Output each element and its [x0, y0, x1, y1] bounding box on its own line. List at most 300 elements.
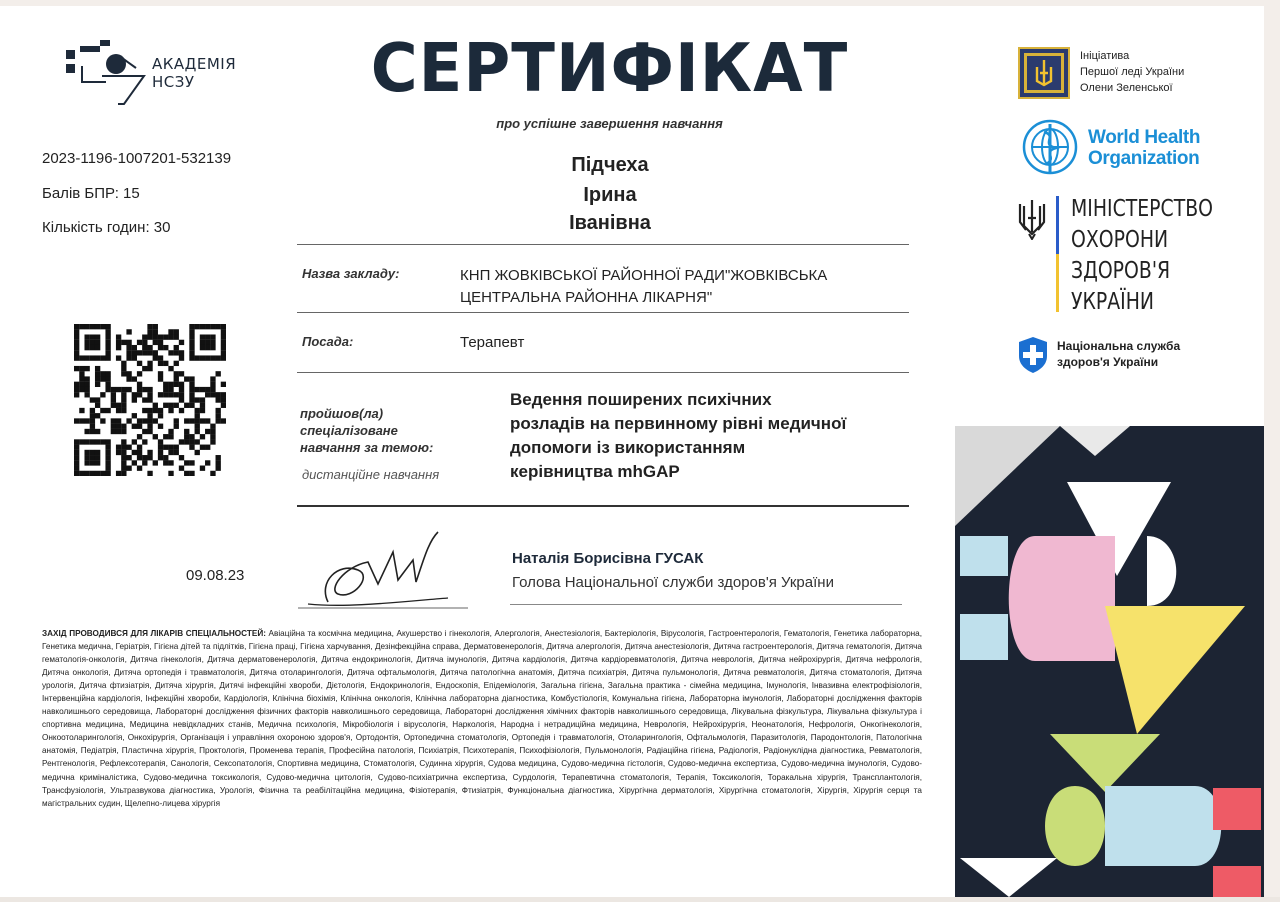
- qr-module: [79, 387, 84, 392]
- qr-module: [121, 439, 126, 444]
- qr-module: [105, 471, 110, 476]
- qr-module: [90, 397, 95, 402]
- qr-module: [79, 382, 84, 387]
- qr-module: [158, 355, 163, 360]
- qr-module: [221, 392, 226, 397]
- qr-module: [147, 361, 152, 366]
- qr-module: [74, 324, 79, 329]
- qr-module: [105, 355, 110, 360]
- qr-module: [205, 460, 210, 465]
- qr-module: [132, 392, 137, 397]
- qr-module: [163, 387, 168, 392]
- qr-module: [195, 413, 200, 418]
- qr-module: [210, 439, 215, 444]
- qr-module: [168, 445, 173, 450]
- qr-module: [205, 429, 210, 434]
- trident-icon: [1018, 198, 1046, 240]
- qr-module: [189, 340, 194, 345]
- qr-module: [174, 350, 179, 355]
- qr-module: [100, 376, 105, 381]
- certificate-subtitle: про успішне завершення навчання: [496, 116, 723, 131]
- qr-module: [147, 413, 152, 418]
- qr-module: [126, 418, 131, 423]
- qr-module: [90, 455, 95, 460]
- qr-module: [216, 418, 221, 423]
- qr-module: [195, 429, 200, 434]
- qr-module: [195, 439, 200, 444]
- page-right-edge: [1264, 0, 1280, 902]
- qr-module: [142, 408, 147, 413]
- topic-label: пройшов(ла) спеціалізоване навчання за темою:: [300, 406, 434, 455]
- qr-module: [95, 429, 100, 434]
- certificate-number: 2023-1196-1007201-532139: [42, 150, 232, 167]
- qr-module: [147, 408, 152, 413]
- qr-module: [210, 334, 215, 339]
- qr-module: [116, 424, 121, 429]
- qr-module: [126, 455, 131, 460]
- qr-module: [121, 460, 126, 465]
- qr-module: [121, 450, 126, 455]
- signer-title: Голова Національної служби здоров'я України: [512, 574, 834, 591]
- qr-module: [210, 376, 215, 381]
- qr-module: [200, 408, 205, 413]
- qr-module: [174, 418, 179, 423]
- qr-module: [221, 403, 226, 408]
- qr-module: [95, 376, 100, 381]
- qr-module: [153, 329, 158, 334]
- qr-module: [179, 350, 184, 355]
- qr-module: [158, 361, 163, 366]
- qr-module: [95, 439, 100, 444]
- qr-module: [200, 434, 205, 439]
- qr-module: [90, 418, 95, 423]
- qr-module: [111, 429, 116, 434]
- qr-module: [174, 371, 179, 376]
- qr-module: [95, 382, 100, 387]
- qr-module: [95, 455, 100, 460]
- qr-module: [153, 460, 158, 465]
- qr-module: [126, 345, 131, 350]
- qr-module: [200, 334, 205, 339]
- qr-module: [189, 460, 194, 465]
- nszu-name: Національна служба здоров'я України: [1057, 339, 1181, 369]
- qr-module: [174, 334, 179, 339]
- qr-module: [142, 350, 147, 355]
- qr-module: [142, 345, 147, 350]
- qr-module: [95, 371, 100, 376]
- qr-module: [137, 455, 142, 460]
- qr-module: [74, 366, 79, 371]
- qr-module: [189, 439, 194, 444]
- qr-module: [105, 408, 110, 413]
- qr-module: [147, 424, 152, 429]
- flag-bar-icon: [1056, 196, 1059, 312]
- qr-module: [221, 329, 226, 334]
- qr-module: [158, 340, 163, 345]
- qr-module: [90, 355, 95, 360]
- qr-module: [174, 392, 179, 397]
- qr-module: [105, 455, 110, 460]
- qr-module: [121, 466, 126, 471]
- qr-module: [142, 387, 147, 392]
- qr-module: [158, 455, 163, 460]
- decorative-panel: [955, 426, 1264, 897]
- qr-module: [95, 334, 100, 339]
- qr-module: [126, 376, 131, 381]
- decor-red-block-2: [1213, 866, 1261, 897]
- qr-module: [179, 371, 184, 376]
- qr-module: [100, 355, 105, 360]
- qr-module: [153, 408, 158, 413]
- signer-name: Наталія Борисівна ГУСАК: [512, 550, 704, 567]
- qr-module: [200, 397, 205, 402]
- qr-module: [90, 334, 95, 339]
- qr-module: [195, 408, 200, 413]
- qr-module: [74, 445, 79, 450]
- signing-date: 09.08.23: [186, 567, 245, 584]
- qr-module: [84, 340, 89, 345]
- divider: [297, 244, 909, 245]
- qr-module: [168, 329, 173, 334]
- qr-module: [142, 397, 147, 402]
- qr-module: [79, 439, 84, 444]
- qr-module: [100, 371, 105, 376]
- qr-module: [132, 424, 137, 429]
- qr-module: [79, 324, 84, 329]
- qr-module: [137, 434, 142, 439]
- qr-module: [84, 418, 89, 423]
- qr-module: [210, 382, 215, 387]
- qr-module: [200, 466, 205, 471]
- qr-module: [137, 392, 142, 397]
- qr-module: [90, 408, 95, 413]
- qr-module: [168, 460, 173, 465]
- qr-module: [84, 376, 89, 381]
- qr-module: [95, 340, 100, 345]
- specialties-list: ЗАХІД ПРОВОДИВСЯ ДЛЯ ЛІКАРІВ СПЕЦІАЛЬНОСТЕЙ: Авіаційна та космічна медицина, Акушерство і гінекологія, Алергологія, Анестезіологія, Бактеріологія, Вірусологія, Гастроентерологія, Гематологія, Генетика лабораторна, Генетика медична, Геріатрія, Гігієна дітей та підлітків, Гігієна праці, Гігієна харчування, Дезінфекційна справа, Дерматовенерологія, Дитяча алергологія, Дитяча анестезіологія, Дитяча гастроентерологія, Дитяча гематологія, Дитяча гематологія-онкологія, Дитяча гінекологія, Дитяча дерматовенерологія, Дитяча ендокринологія, Дитяча імунологія, Дитяча кардіологія, Дитяча кардіоревматологія, Дитяча неврологія, Дитяча нейрохірургія, Дитяча нефрологія, Дитяча онкологія, Дитяча ортопедія і травматологія, Дитяча отоларингологія, Дитяча офтальмологія, Дитяча патологічна анатомія, Дитяча психіатрія, Дитяча пульмонологія, Дитяча ревматологія, Дитяча стоматологія, Дитяча урологія, Дитяча фтизіатрія, Дитяча хірургія, Дитячі інфекційні хвороби, Дієтологія, Ендокринологія, Ендоскопія, Епідеміологія, Загальна гігієна, Загальна практика - сімейна медицина, Імунологія, Інвазивна електрофізіологія, Інтервенційна кардіологія, Інфекційні хвороби, Кардіологія, Клінічна біохімія, Клінічна онкологія, Клінічна лабораторна діагностика, Комбустіологія, Комунальна гігієна, Лабораторна імунологія, Лабораторні дослідження факторів навколишнього середовища, Лабораторні дослідження фізичних факторів навколишнього середовища, Лабораторні дослідження хімічних факторів навколишнього середовища, Лікувальна фізкультура, Лікувальна фізкультура і спортивна медицина, Медицина невідкладних станів, Медична психологія, Мікробіологія і вірусологія, Наркологія, Народна і нетрадиційна медицина, Неврологія, Нейрохірургія, Неонатологія, Нефрологія, Онкогінекологія, Онкоотоларингологія, Онкохірургія, Організація і управління охороною здоров'я, Ортодонтія, Ортопедична стоматологія, Ортопедія і травматологія, Отоларингологія, Офтальмологія, Паразитологія, Пародонтологія, Патологічна анатомія, Педіатрія, Пластична хірургія, Проктологія, Променева терапія, Професійна патологія, Психіатрія, Психотерапія, Психофізіологія, Пульмонологія, Радіаційна гігієна, Радіологія, Радіонуклідна діагностика, Ревматологія, Рентгенологія, Рефлексотерапія, Санологія, Сексопатологія, Спортивна медицина, Стоматологія, Судинна хірургія, Судова медицина, Судово-медична гістологія, Судово-медична експертиза, Судово-медична імунологія, Судово-медична криміналістика, Судово-медична токсикологія, Судово-медична цитологія, Судово-психіатрична експертиза, Сурдологія, Терапевтична стоматологія, Терапія, Токсикологія, Торакальна хірургія, Трансплантологія, Трансфузіологія, Ультразвукова діагностика, Урологія, Фізична та реабілітаційна медицина, Фізіотерапія, Фтизіатрія, Функціональна діагностика, Хірургічна дерматологія, Хірургічна стоматологія, Хірургія, Хірургія серця та магістральних судин, Щелепно-лицева хірургія: [42, 629, 922, 808]
- qr-module: [137, 340, 142, 345]
- qr-module: [153, 355, 158, 360]
- qr-module: [79, 355, 84, 360]
- qr-module: [84, 471, 89, 476]
- qr-module: [137, 382, 142, 387]
- study-mode: дистанційне навчання: [302, 467, 440, 482]
- qr-module: [132, 345, 137, 350]
- qr-module: [184, 418, 189, 423]
- qr-module: [205, 392, 210, 397]
- ministry-of-health-name: МІНІСТЕРСТВО ОХОРОНИ ЗДОРОВ'Я УКРАЇНИ: [1071, 196, 1214, 315]
- qr-module: [74, 340, 79, 345]
- divider: [297, 505, 909, 507]
- qr-module: [210, 429, 215, 434]
- qr-module: [163, 445, 168, 450]
- qr-module: [189, 471, 194, 476]
- qr-module: [84, 387, 89, 392]
- qr-module: [84, 460, 89, 465]
- qr-module: [74, 350, 79, 355]
- qr-module: [126, 371, 131, 376]
- first-lady-emblem-icon: [1018, 47, 1070, 99]
- qr-module: [142, 439, 147, 444]
- qr-module: [174, 424, 179, 429]
- qr-module: [111, 387, 116, 392]
- qr-module: [95, 345, 100, 350]
- qr-module: [84, 345, 89, 350]
- qr-module: [137, 466, 142, 471]
- qr-module: [116, 340, 121, 345]
- qr-module: [126, 340, 131, 345]
- qr-module: [111, 418, 116, 423]
- qr-module: [189, 397, 194, 402]
- qr-module: [163, 455, 168, 460]
- qr-module: [189, 334, 194, 339]
- qr-module: [74, 455, 79, 460]
- qr-module: [142, 460, 147, 465]
- qr-module: [121, 403, 126, 408]
- qr-module: [90, 471, 95, 476]
- qr-module: [116, 334, 121, 339]
- qr-module: [116, 408, 121, 413]
- qr-module: [95, 413, 100, 418]
- qr-module: [158, 371, 163, 376]
- qr-module: [163, 460, 168, 465]
- qr-code-icon: [74, 324, 226, 476]
- qr-module: [153, 350, 158, 355]
- qr-module: [179, 355, 184, 360]
- qr-module: [121, 392, 126, 397]
- qr-module: [168, 334, 173, 339]
- qr-module: [179, 439, 184, 444]
- qr-module: [147, 334, 152, 339]
- qr-module: [200, 403, 205, 408]
- qr-module: [105, 450, 110, 455]
- qr-module: [158, 408, 163, 413]
- qr-module: [95, 450, 100, 455]
- qr-module: [121, 387, 126, 392]
- qr-module: [74, 387, 79, 392]
- recipient-first-name: Ірина: [583, 184, 637, 206]
- qr-module: [221, 324, 226, 329]
- qr-module: [221, 355, 226, 360]
- qr-module: [74, 418, 79, 423]
- qr-module: [121, 340, 126, 345]
- qr-module: [174, 361, 179, 366]
- qr-module: [74, 334, 79, 339]
- qr-module: [74, 345, 79, 350]
- qr-module: [132, 355, 137, 360]
- qr-module: [90, 345, 95, 350]
- qr-module: [142, 340, 147, 345]
- qr-module: [205, 355, 210, 360]
- qr-module: [168, 350, 173, 355]
- qr-module: [142, 418, 147, 423]
- qr-module: [90, 340, 95, 345]
- qr-module: [100, 439, 105, 444]
- qr-module: [153, 334, 158, 339]
- qr-module: [126, 387, 131, 392]
- qr-module: [132, 439, 137, 444]
- qr-module: [205, 345, 210, 350]
- qr-module: [210, 434, 215, 439]
- qr-module: [95, 471, 100, 476]
- qr-module: [121, 471, 126, 476]
- qr-module: [210, 355, 215, 360]
- qr-module: [132, 413, 137, 418]
- qr-module: [126, 350, 131, 355]
- qr-module: [79, 408, 84, 413]
- qr-module: [210, 340, 215, 345]
- qr-module: [216, 466, 221, 471]
- qr-module: [163, 345, 168, 350]
- qr-module: [142, 455, 147, 460]
- qr-module: [137, 371, 142, 376]
- qr-module: [147, 329, 152, 334]
- qr-module: [189, 418, 194, 423]
- qr-module: [153, 434, 158, 439]
- nszu-shield-icon: [1018, 336, 1048, 374]
- qr-module: [163, 392, 168, 397]
- qr-module: [153, 324, 158, 329]
- qr-module: [84, 392, 89, 397]
- qr-module: [179, 466, 184, 471]
- qr-module: [195, 418, 200, 423]
- qr-module: [142, 334, 147, 339]
- divider: [297, 312, 909, 313]
- qr-module: [137, 387, 142, 392]
- qr-module: [105, 350, 110, 355]
- qr-module: [179, 397, 184, 402]
- qr-module: [189, 329, 194, 334]
- qr-module: [74, 439, 79, 444]
- qr-module: [121, 424, 126, 429]
- qr-module: [174, 382, 179, 387]
- qr-module: [216, 408, 221, 413]
- qr-module: [147, 455, 152, 460]
- qr-module: [147, 345, 152, 350]
- qr-module: [195, 324, 200, 329]
- qr-module: [137, 361, 142, 366]
- qr-module: [111, 424, 116, 429]
- qr-module: [205, 387, 210, 392]
- qr-module: [179, 340, 184, 345]
- qr-module: [216, 460, 221, 465]
- institution-value: КНП ЖОВКІВСЬКОЇ РАЙОННОЇ РАДИ"ЖОВКІВСЬКА ЦЕНТРАЛЬНА РАЙОННА ЛІКАРНЯ": [460, 267, 828, 306]
- qr-module: [79, 371, 84, 376]
- qr-module: [216, 397, 221, 402]
- qr-module: [116, 471, 121, 476]
- qr-module: [195, 387, 200, 392]
- qr-module: [168, 392, 173, 397]
- qr-module: [137, 445, 142, 450]
- qr-module: [121, 408, 126, 413]
- qr-module: [79, 376, 84, 381]
- bpr-points: Балів БПР: 15: [42, 185, 140, 202]
- qr-module: [184, 471, 189, 476]
- qr-module: [116, 450, 121, 455]
- qr-module: [216, 455, 221, 460]
- qr-module: [168, 382, 173, 387]
- qr-module: [84, 324, 89, 329]
- qr-module: [105, 387, 110, 392]
- qr-module: [195, 424, 200, 429]
- position-value: Терапевт: [460, 334, 525, 351]
- qr-module: [153, 418, 158, 423]
- qr-module: [100, 471, 105, 476]
- qr-module: [84, 382, 89, 387]
- qr-module: [84, 355, 89, 360]
- qr-module: [205, 445, 210, 450]
- qr-module: [132, 460, 137, 465]
- qr-module: [100, 324, 105, 329]
- qr-module: [116, 429, 121, 434]
- qr-module: [121, 366, 126, 371]
- qr-module: [100, 408, 105, 413]
- qr-module: [74, 355, 79, 360]
- qr-module: [105, 340, 110, 345]
- qr-module: [79, 471, 84, 476]
- qr-module: [147, 350, 152, 355]
- qr-module: [210, 424, 215, 429]
- qr-module: [126, 329, 131, 334]
- qr-module: [158, 376, 163, 381]
- qr-module: [158, 450, 163, 455]
- qr-module: [189, 350, 194, 355]
- qr-module: [105, 460, 110, 465]
- qr-module: [142, 366, 147, 371]
- qr-module: [95, 403, 100, 408]
- qr-module: [79, 366, 84, 371]
- qr-module: [221, 334, 226, 339]
- qr-module: [121, 445, 126, 450]
- qr-module: [121, 397, 126, 402]
- qr-module: [100, 418, 105, 423]
- qr-module: [74, 392, 79, 397]
- recipient-surname: Підчеха: [571, 154, 649, 176]
- qr-module: [111, 397, 116, 402]
- qr-module: [132, 376, 137, 381]
- qr-module: [126, 355, 131, 360]
- qr-module: [105, 376, 110, 381]
- qr-module: [195, 397, 200, 402]
- qr-module: [95, 366, 100, 371]
- qr-module: [216, 324, 221, 329]
- who-name: World Health Organization: [1088, 127, 1201, 169]
- qr-module: [95, 324, 100, 329]
- qr-module: [105, 382, 110, 387]
- qr-module: [74, 466, 79, 471]
- qr-module: [200, 324, 205, 329]
- qr-module: [116, 345, 121, 350]
- qr-module: [168, 403, 173, 408]
- position-label: Посада:: [302, 334, 354, 349]
- qr-module: [189, 445, 194, 450]
- qr-module: [195, 355, 200, 360]
- qr-module: [174, 445, 179, 450]
- qr-module: [84, 450, 89, 455]
- qr-module: [116, 403, 121, 408]
- qr-module: [179, 408, 184, 413]
- recipient-patronymic: Іванівна: [569, 212, 651, 234]
- qr-module: [189, 376, 194, 381]
- qr-module: [84, 455, 89, 460]
- qr-module: [200, 340, 205, 345]
- qr-module: [163, 361, 168, 366]
- qr-module: [105, 439, 110, 444]
- qr-module: [147, 387, 152, 392]
- qr-module: [189, 434, 194, 439]
- qr-module: [105, 371, 110, 376]
- decor-pink-shape: [1009, 536, 1115, 661]
